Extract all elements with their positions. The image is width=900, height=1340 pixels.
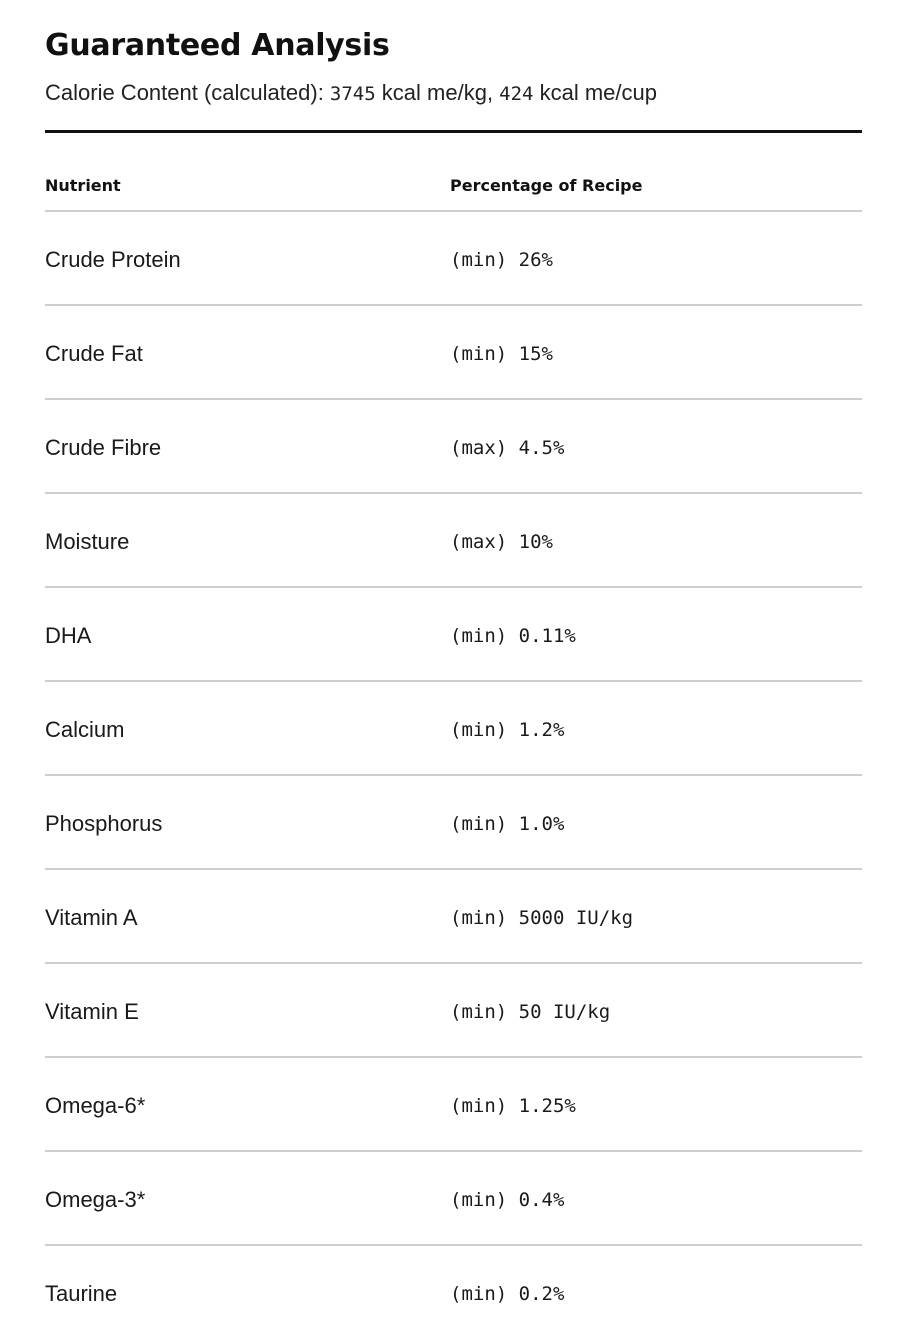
table-row <box>45 682 862 776</box>
nutrient-name: Vitamin A <box>45 905 138 930</box>
nutrient-value: (min) 15% <box>450 343 553 365</box>
nutrient-name: Crude Fibre <box>45 435 162 460</box>
table-row <box>45 588 862 682</box>
calorie-unit-cup: kcal me/cup <box>533 80 657 105</box>
calorie-value-kg: 3745 <box>329 83 376 105</box>
table-row <box>45 1152 862 1246</box>
table-header-row <box>45 133 862 212</box>
nutrient-table <box>45 133 862 1340</box>
calorie-content <box>45 78 657 109</box>
page-title: Guaranteed Analysis <box>45 28 390 63</box>
nutrient-value: (min) 50 IU/kg <box>450 1001 611 1023</box>
calorie-value-cup: 424 <box>499 83 534 105</box>
nutrient-value: (min) 0.2% <box>450 1283 565 1305</box>
nutrient-value: (min) 1.2% <box>450 719 565 741</box>
nutrient-value: (max) 4.5% <box>450 437 565 459</box>
nutrient-name: Omega-3* <box>45 1187 146 1212</box>
nutrient-value: (max) 10% <box>450 531 553 553</box>
nutrient-value: (min) 0.11% <box>450 625 576 647</box>
calorie-label: Calorie Content (calculated): <box>45 80 330 105</box>
table-row <box>45 400 862 494</box>
table-row <box>45 776 862 870</box>
table-row <box>45 1246 862 1340</box>
nutrient-name: Omega-6* <box>45 1093 146 1118</box>
column-header-nutrient: Nutrient <box>45 176 121 195</box>
nutrient-name: Vitamin E <box>45 999 139 1024</box>
table-row <box>45 306 862 400</box>
nutrient-value: (min) 1.25% <box>450 1095 576 1117</box>
nutrient-value: (min) 0.4% <box>450 1189 565 1211</box>
nutrient-name: Calcium <box>45 717 125 742</box>
nutrient-name: Phosphorus <box>45 811 163 836</box>
nutrient-name: Taurine <box>45 1281 118 1306</box>
nutrient-value: (min) 26% <box>450 249 553 271</box>
table-row <box>45 494 862 588</box>
nutrient-name: Moisture <box>45 529 130 554</box>
nutrient-value: (min) 1.0% <box>450 813 565 835</box>
table-row <box>45 964 862 1058</box>
table-row <box>45 1058 862 1152</box>
calorie-unit-kg: kcal me/kg, <box>375 80 500 105</box>
nutrient-value: (min) 5000 IU/kg <box>450 907 634 929</box>
nutrient-name: DHA <box>45 623 92 648</box>
table-row <box>45 212 862 306</box>
nutrient-name: Crude Protein <box>45 247 181 272</box>
nutrient-name: Crude Fat <box>45 341 143 366</box>
column-header-percentage: Percentage of Recipe <box>450 176 643 195</box>
table-row <box>45 870 862 964</box>
